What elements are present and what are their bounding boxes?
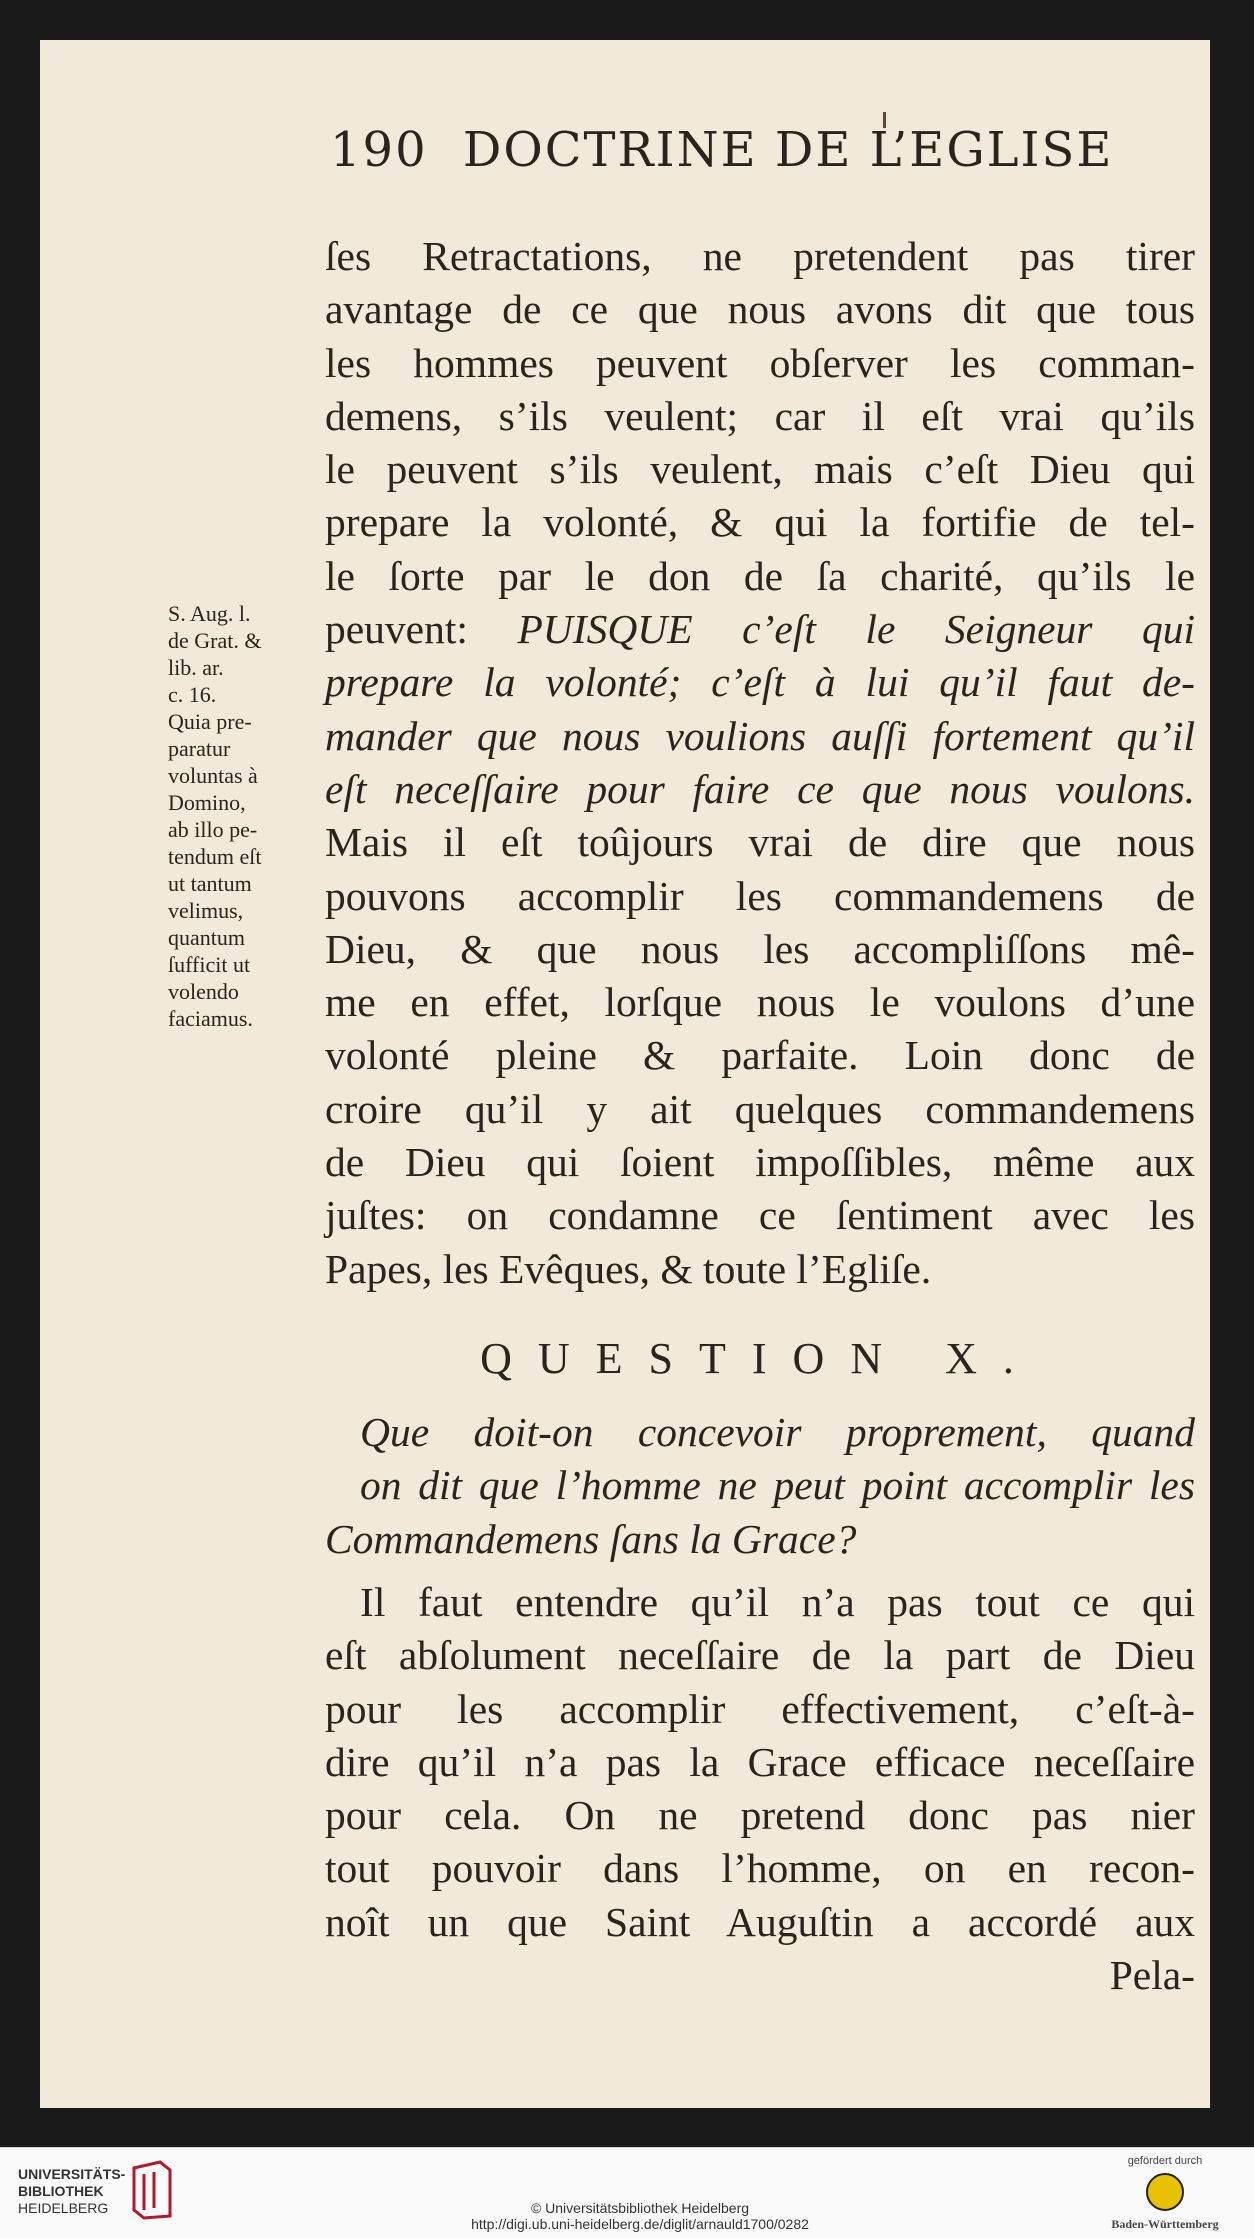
body-line: le ſorte par le don de ſa charité, qu’ils le — [325, 552, 1195, 599]
margin-note-line: de Grat. & — [168, 628, 262, 653]
body-line: ſes Retractations, ne pretendent pas tirer — [325, 233, 1195, 279]
page-number: 190 — [330, 122, 428, 178]
library-logo[interactable] — [18, 2166, 125, 2217]
permalink[interactable]: http://digi.ub.uni-heidelberg.de/diglit/arnauld1700/0282 — [471, 2216, 809, 2232]
italic-quote-line: mander que nous voulions auſſi fortement qu’il — [325, 712, 1195, 759]
answer-line: dire qu’il n’a pas la Grace efficace neceſſaire — [325, 1738, 1195, 1785]
library-name-line: UNIVERSITÄTS- — [18, 2166, 126, 2182]
library-logo-icon — [130, 2160, 174, 2220]
copyright-text: © Universitätsbibliothek Heidelberg — [530, 2200, 750, 2216]
body-line-mixed — [325, 603, 1195, 656]
answer-line: Il faut entendre qu’il n’a pas tout ce qui — [360, 1579, 1195, 1625]
margin-note-line: quantum — [168, 925, 245, 950]
question-line: Commandemens ſans la Grace? — [325, 1515, 857, 1562]
body-line: croire qu’il y ait quelques commandemens — [325, 1085, 1195, 1132]
answer-line: noît un que Saint Auguſtin a accordé aux — [325, 1898, 1195, 1945]
body-line: les hommes peuvent obſerver les comman- — [325, 339, 1195, 386]
body-italic-part: PUISQUE c’eſt le Seigneur qui — [517, 606, 1195, 653]
crest-icon — [1146, 2173, 1184, 2211]
library-name-line: BIBLIOTHEK — [18, 2183, 104, 2199]
margin-note-line: Quia pre- — [168, 709, 252, 734]
margin-note-line: S. Aug. l. — [168, 601, 251, 626]
margin-note — [168, 600, 323, 1032]
catchword: Pela- — [1109, 1952, 1195, 1999]
italic-quote-line: prepare la volonté; c’eſt à lui qu’il faut de- — [325, 659, 1195, 706]
question-line: on dit que l’homme ne peut point accomplir les — [360, 1462, 1195, 1509]
answer-line: pour les accomplir effectivement, c’eſt-à- — [325, 1685, 1195, 1732]
body-text — [325, 230, 1195, 1296]
italic-quote-line: eſt neceſſaire pour faire ce que nous voulons. — [325, 765, 1195, 812]
body-line: prepare la volonté, & qui la fortifie de tel- — [325, 499, 1195, 546]
margin-note-line: c. 16. — [168, 682, 217, 707]
body-line: juſtes: on condamne ce ſentiment avec les — [325, 1192, 1195, 1239]
sponsor-label: gefördert durch — [1127, 2155, 1203, 2167]
margin-note-line: ut tantum — [168, 871, 252, 896]
margin-note-line: velimus, — [168, 898, 244, 923]
sponsor-block[interactable] — [1100, 2155, 1230, 2232]
sponsor-name: Baden-Württemberg — [1111, 2217, 1219, 2231]
running-head-title: DOCTRINE DE L’EGLISE — [462, 122, 1114, 178]
margin-note-line: paratur — [168, 736, 231, 761]
body-line: pouvons accomplir les commandemens de — [325, 872, 1195, 919]
margin-note-line: lib. ar. — [168, 655, 224, 680]
margin-note-line: ab illo pe- — [168, 817, 258, 842]
body-line: de Dieu qui ſoient impoſſibles, même aux — [325, 1139, 1195, 1186]
question-text — [325, 1406, 1195, 1566]
body-line: Dieu, & que nous les accompliſſons mê- — [325, 925, 1195, 972]
answer-text — [325, 1576, 1195, 2002]
body-line: Mais il eſt toûjours vrai de dire que nous — [325, 819, 1195, 866]
body-line: avantage de ce que nous avons dit que tous — [325, 286, 1195, 333]
margin-note-line: faciamus. — [168, 1006, 253, 1031]
margin-note-line: volendo — [168, 979, 239, 1004]
body-line: le peuvent s’ils veulent, mais c’eſt Dieu qui — [325, 446, 1195, 493]
answer-line: tout pouvoir dans l’homme, on en recon- — [325, 1845, 1195, 1892]
margin-note-line: tendum eſt — [168, 844, 262, 869]
margin-note-line: voluntas à — [168, 763, 258, 788]
body-roman-part: peuvent: — [325, 606, 518, 653]
book-page — [40, 40, 1210, 2108]
question-line: Que doit-on concevoir proprement, quand — [360, 1409, 1195, 1455]
answer-line: pour cela. On ne pretend donc pas nier — [325, 1792, 1195, 1839]
body-line: volonté pleine & parfaite. Loin donc de — [325, 1032, 1195, 1079]
body-line: me en effet, lorſque nous le voulons d’une — [325, 979, 1195, 1026]
body-line: demens, s’ils veulent; car il eſt vrai qu’ils — [325, 392, 1195, 439]
margin-note-line: Domino, — [168, 790, 246, 815]
footer-credit — [380, 2200, 900, 2232]
answer-line: eſt abſolument neceſſaire de la part de Dieu — [325, 1632, 1195, 1679]
margin-note-line: ſufficit ut — [168, 952, 251, 977]
running-head — [330, 122, 1160, 178]
library-name-line: HEIDELBERG — [18, 2200, 109, 2216]
question-title: QUESTION X. — [480, 1334, 1040, 1383]
body-line: Papes, les Evêques, & toute l’Egliſe. — [325, 1245, 932, 1292]
